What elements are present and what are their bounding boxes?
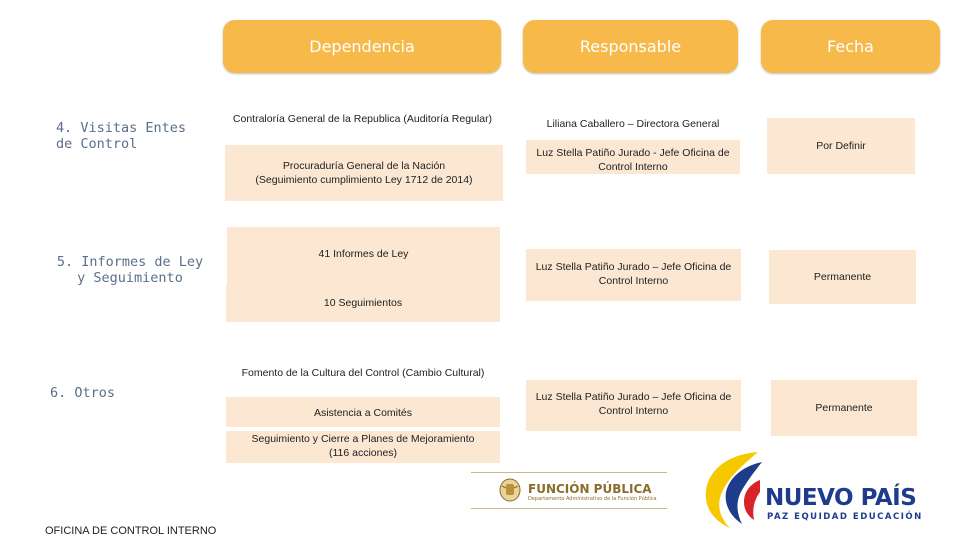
logo-rule-top [471,472,667,473]
section-visitas-entes: 4. Visitas Entes de Control [56,120,187,152]
cell-luz-otros: Luz Stella Patiño Jurado – Jefe Oficina de Control Interno [526,380,741,431]
cell-procuraduria: Procuraduría General de la Nación (Seguimiento cumplimiento Ley 1712 de 2014) [225,145,503,201]
footer-oficina: OFICINA DE CONTROL INTERNO [45,525,217,537]
header-responsable [523,20,738,73]
coat-of-arms-icon [498,478,522,502]
nuevo-pais-swoosh-icon [700,450,766,530]
header-dependencia [223,20,501,73]
header-fecha-label: Fecha [827,37,874,56]
section-informes-ley: 5. Informes de Ley y Seguimiento [56,254,204,286]
cell-planes: Seguimiento y Cierre a Planes de Mejoramiento (116 acciones) [226,431,500,463]
funcion-publica-subtitle: Departamento Administrativo de la Función Pública [528,496,657,502]
cell-seguimientos: 10 Seguimientos [226,284,500,322]
logo-rule-bottom [471,508,667,509]
header-dependencia-label: Dependencia [309,37,415,56]
cell-asistencia: Asistencia a Comités [226,397,500,427]
cell-luz-visitas: Luz Stella Patiño Jurado - Jefe Oficina de Control Interno [526,140,740,174]
nuevo-pais-title: NUEVO PAÍS [765,485,917,511]
cell-permanente-informes: Permanente [769,250,916,304]
funcion-publica-title: FUNCIÓN PÚBLICA [528,482,652,496]
cell-fomento: Fomento de la Cultura del Control (Cambio Cultural) [226,355,500,388]
cell-liliana: Liliana Caballero – Directora General [526,110,740,138]
cell-contraloria: Contraloría General de la Republica (Auditoría Regular) [225,100,500,142]
cell-luz-informes: Luz Stella Patiño Jurado – Jefe Oficina de Control Interno [526,249,741,301]
cell-informes-ley: 41 Informes de Ley [227,227,500,284]
section-otros: 6. Otros [50,385,116,401]
header-responsable-label: Responsable [579,37,682,56]
cell-permanente-otros: Permanente [771,380,917,436]
header-fecha [761,20,940,73]
nuevo-pais-subtitle: PAZ EQUIDAD EDUCACIÓN [767,512,923,522]
cell-por-definir: Por Definir [767,118,915,174]
